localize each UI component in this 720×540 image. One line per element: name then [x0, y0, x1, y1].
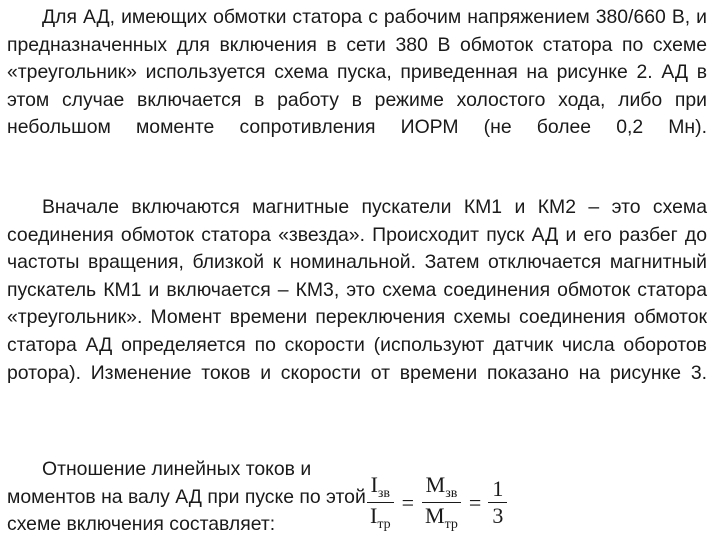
torque-symbol: M [425, 472, 446, 497]
current-symbol: I [370, 472, 378, 497]
result-numerator: 1 [488, 476, 507, 503]
result-fraction [488, 476, 507, 529]
current-symbol: I [370, 503, 378, 528]
equals-sign: = [468, 489, 482, 515]
equals-sign: = [401, 489, 415, 515]
torque-ratio-numerator [422, 472, 462, 503]
torque-ratio-fraction [421, 472, 462, 533]
paragraph-3: Отношение линейных токов и моментов на валу АД при пуске по этой схеме включения составляет: [7, 458, 366, 536]
current-ratio-fraction [366, 472, 395, 533]
current-subscript-tr: тр [377, 517, 391, 532]
torque-subscript-zv: зв [445, 486, 458, 501]
current-ratio-numerator [367, 472, 394, 503]
torque-ratio-denominator [421, 503, 462, 533]
torque-subscript-tr: тр [444, 517, 458, 532]
current-subscript-zv: зв [377, 486, 391, 501]
torque-symbol: M [425, 503, 445, 528]
current-torque-ratio-formula [366, 472, 507, 533]
paragraph-1: Для АД, имеющих обмотки статора с рабочим напряжением 380/660 В, и предназначенных для включения в сети 380 В обмоток статора по схеме «треугольник» используется схема пуска, приведенная на рисунке 2. АД в этом случае включается в работу в режиме холостого хода, либо при небольшом моменте сопротивления ИОРМ (не более 0,2 Мн). [7, 6, 707, 139]
result-denominator: 3 [492, 503, 504, 528]
paragraph-2: Вначале включаются магнитные пускатели КМ1 и КМ2 – это схема соединения обмоток статора «звезда». Происходит пуск АД и его разбег до частоты вращения, близкой к номинальной. Затем отключается магнитный пускатель КМ1 и включается – КМ3, это схема соединения обмоток статора «треугольник». Момент времени переключения схемы соединения обмоток статора АД определяется по скорости (используют датчик числа оборотов ротора). Изменение токов и скорости от времени показано на рисунке 3. [7, 196, 707, 384]
current-ratio-denominator [366, 503, 395, 533]
